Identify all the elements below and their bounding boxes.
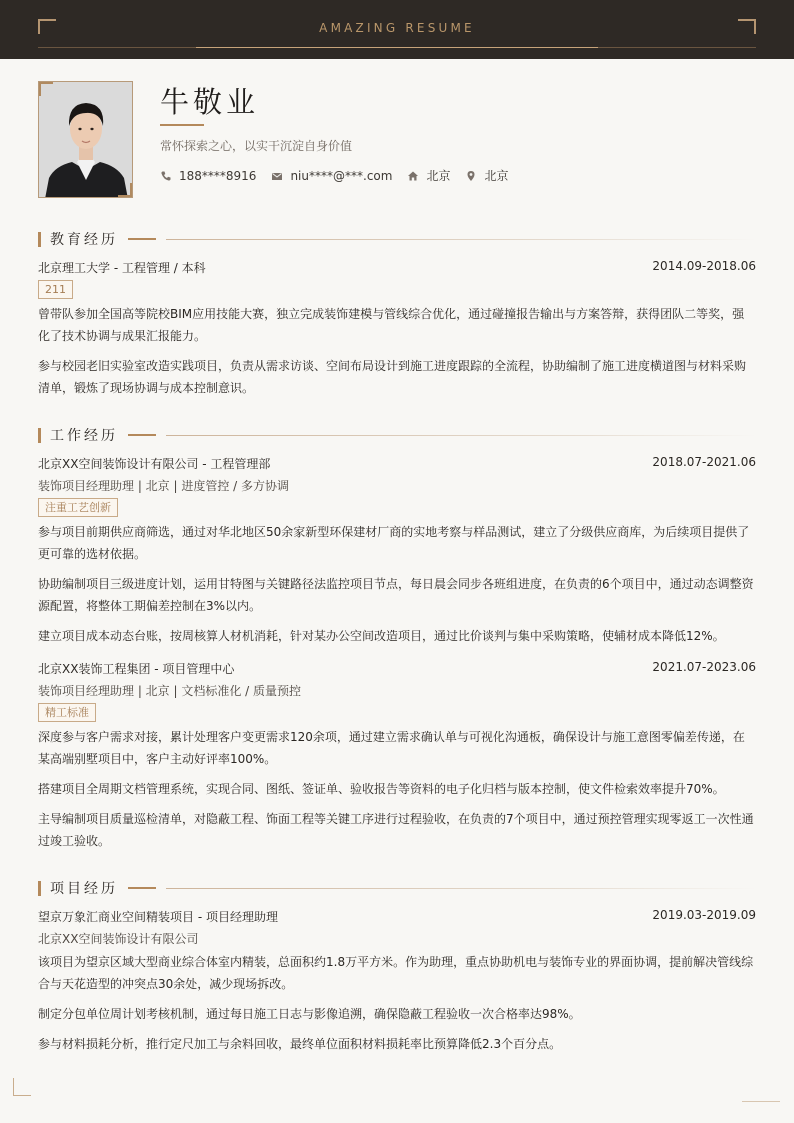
contact-phone (160, 169, 256, 183)
work-company: 北京XX装饰工程集团 - 项目管理中心 (38, 662, 235, 676)
section-marker (38, 232, 41, 247)
education-period: 2014.09-2018.06 (652, 259, 756, 273)
section-dash (128, 434, 156, 436)
phone-icon (160, 170, 172, 182)
contact-email (271, 169, 392, 183)
header-rule-accent (196, 47, 598, 48)
page-header (0, 0, 794, 59)
project-paragraph: 制定分包单位周计划考核机制，通过每日施工日志与影像追溯，确保隐蔽工程验收一次合格率达98%。 (38, 1007, 581, 1021)
project-paragraph: 该项目为望京区域大型商业综合体室内精装，总面积约1.8万平方米。作为助理，重点协助机电与装饰专业的界面协调，提前解决管线综合与天花造型的冲突点30余处，减少现场拆改。 (38, 955, 754, 991)
section-marker (38, 428, 41, 443)
project-name: 望京万象汇商业空间精装项目 - 项目经理助理 (38, 910, 278, 924)
work-entry-header (38, 455, 756, 472)
section-label: 项目经历 (50, 881, 118, 897)
phone-number: 188****8916 (179, 168, 257, 183)
work-period: 2021.07-2023.06 (652, 660, 756, 674)
education-entry-header (38, 259, 756, 276)
project-company: 北京XX空间装饰设计有限公司 (38, 932, 199, 946)
mail-icon (271, 170, 283, 182)
photo-corner-ornament (39, 82, 53, 96)
section-marker (38, 881, 41, 896)
name-underline (160, 124, 204, 126)
section-dash (128, 238, 156, 240)
profile-photo (38, 81, 133, 198)
work-role: 装饰项目经理助理 | 北京 | 文档标准化 / 质量预控 (38, 684, 302, 698)
work-entry-header (38, 660, 756, 677)
contact-hometown (407, 167, 450, 184)
photo-corner-ornament (118, 183, 132, 197)
education-paragraph: 曾带队参加全国高等院校BIM应用技能大赛，独立完成装饰建模与管线综合优化，通过碰撞报告输出与方案答辩，获得团队二等奖，强化了技术协调与成果汇报能力。 (38, 307, 745, 343)
email-address: niu****@***.com (290, 168, 393, 183)
work-paragraph: 主导编制项目质量巡检清单，对隐蔽工程、饰面工程等关键工序进行过程验收，在负责的7个项目中，通过预控管理实现零返工一次性通过竣工验收。 (38, 812, 754, 848)
work-tag: 精工标准 (38, 703, 96, 722)
project-paragraph: 参与材料损耗分析，推行定尺加工与余料回收，最终单位面积材料损耗率比预算降低2.3个百分点。 (38, 1037, 562, 1051)
work-paragraph: 协助编制项目三级进度计划，运用甘特图与关键路径法监控项目节点，每日晨会同步各班组进度，在负责的6个项目中，通过动态调整资源配置，将整体工期偏差控制在3%以内。 (38, 577, 754, 613)
work-paragraph: 建立项目成本动态台账，按周核算人材机消耗，针对某办公空间改造项目，通过比价谈判与集中采购策略，使辅材成本降低12%。 (38, 629, 725, 643)
section-label: 工作经历 (50, 428, 118, 444)
home-icon (407, 170, 419, 182)
education-tag: 211 (38, 280, 73, 299)
person-portrait-image (39, 82, 133, 198)
location-pin-icon (465, 170, 477, 182)
work-tag: 注重工艺创新 (38, 498, 118, 517)
section-label: 教育经历 (50, 232, 118, 248)
header-title: AMAZING RESUME (319, 21, 475, 35)
section-dash (128, 887, 156, 889)
section-education-title (38, 231, 756, 247)
project-entry-header (38, 908, 756, 925)
work-company: 北京XX空间装饰设计有限公司 - 工程管理部 (38, 457, 271, 471)
page-corner-ornament (13, 1078, 31, 1096)
section-divider (166, 435, 756, 436)
contact-location (465, 167, 508, 184)
work-period: 2018.07-2021.06 (652, 455, 756, 469)
section-work-title (38, 427, 756, 443)
section-divider (166, 888, 756, 889)
work-paragraph: 深度参与客户需求对接，累计处理客户变更需求120余项，通过建立需求确认单与可视化沟通板，确保设计与施工意图零偏差传递，在某高端别墅项目中，客户主动好评率100%。 (38, 730, 745, 766)
candidate-name: 牛敬业 (160, 85, 260, 119)
education-school: 北京理工大学 - 工程管理 / 本科 (38, 261, 206, 275)
work-paragraph: 参与项目前期供应商筛选，通过对华北地区50余家新型环保建材厂商的实地考察与样品测试，建立了分级供应商库，为后续项目提供了更可靠的选材依据。 (38, 525, 750, 561)
work-paragraph: 搭建项目全周期文档管理系统，实现合同、图纸、签证单、验收报告等资料的电子化归档与版本控制，使文件检索效率提升70%。 (38, 782, 725, 796)
work-role: 装饰项目经理助理 | 北京 | 进度管控 / 多方协调 (38, 479, 290, 493)
contact-info (160, 167, 523, 184)
education-paragraph: 参与校园老旧实验室改造实践项目，负责从需求访谈、空间布局设计到施工进度跟踪的全流程，协助编制了施工进度横道图与材料采购清单，锻炼了现场协调与成本控制意识。 (38, 359, 747, 395)
project-period: 2019.03-2019.09 (652, 908, 756, 922)
section-divider (166, 239, 756, 240)
hometown-text: 北京 (426, 169, 451, 183)
page-footer-line (742, 1101, 780, 1102)
candidate-motto: 常怀探索之心，以实干沉淀自身价值 (160, 139, 353, 153)
location-text: 北京 (484, 169, 509, 183)
section-projects-title (38, 880, 756, 896)
